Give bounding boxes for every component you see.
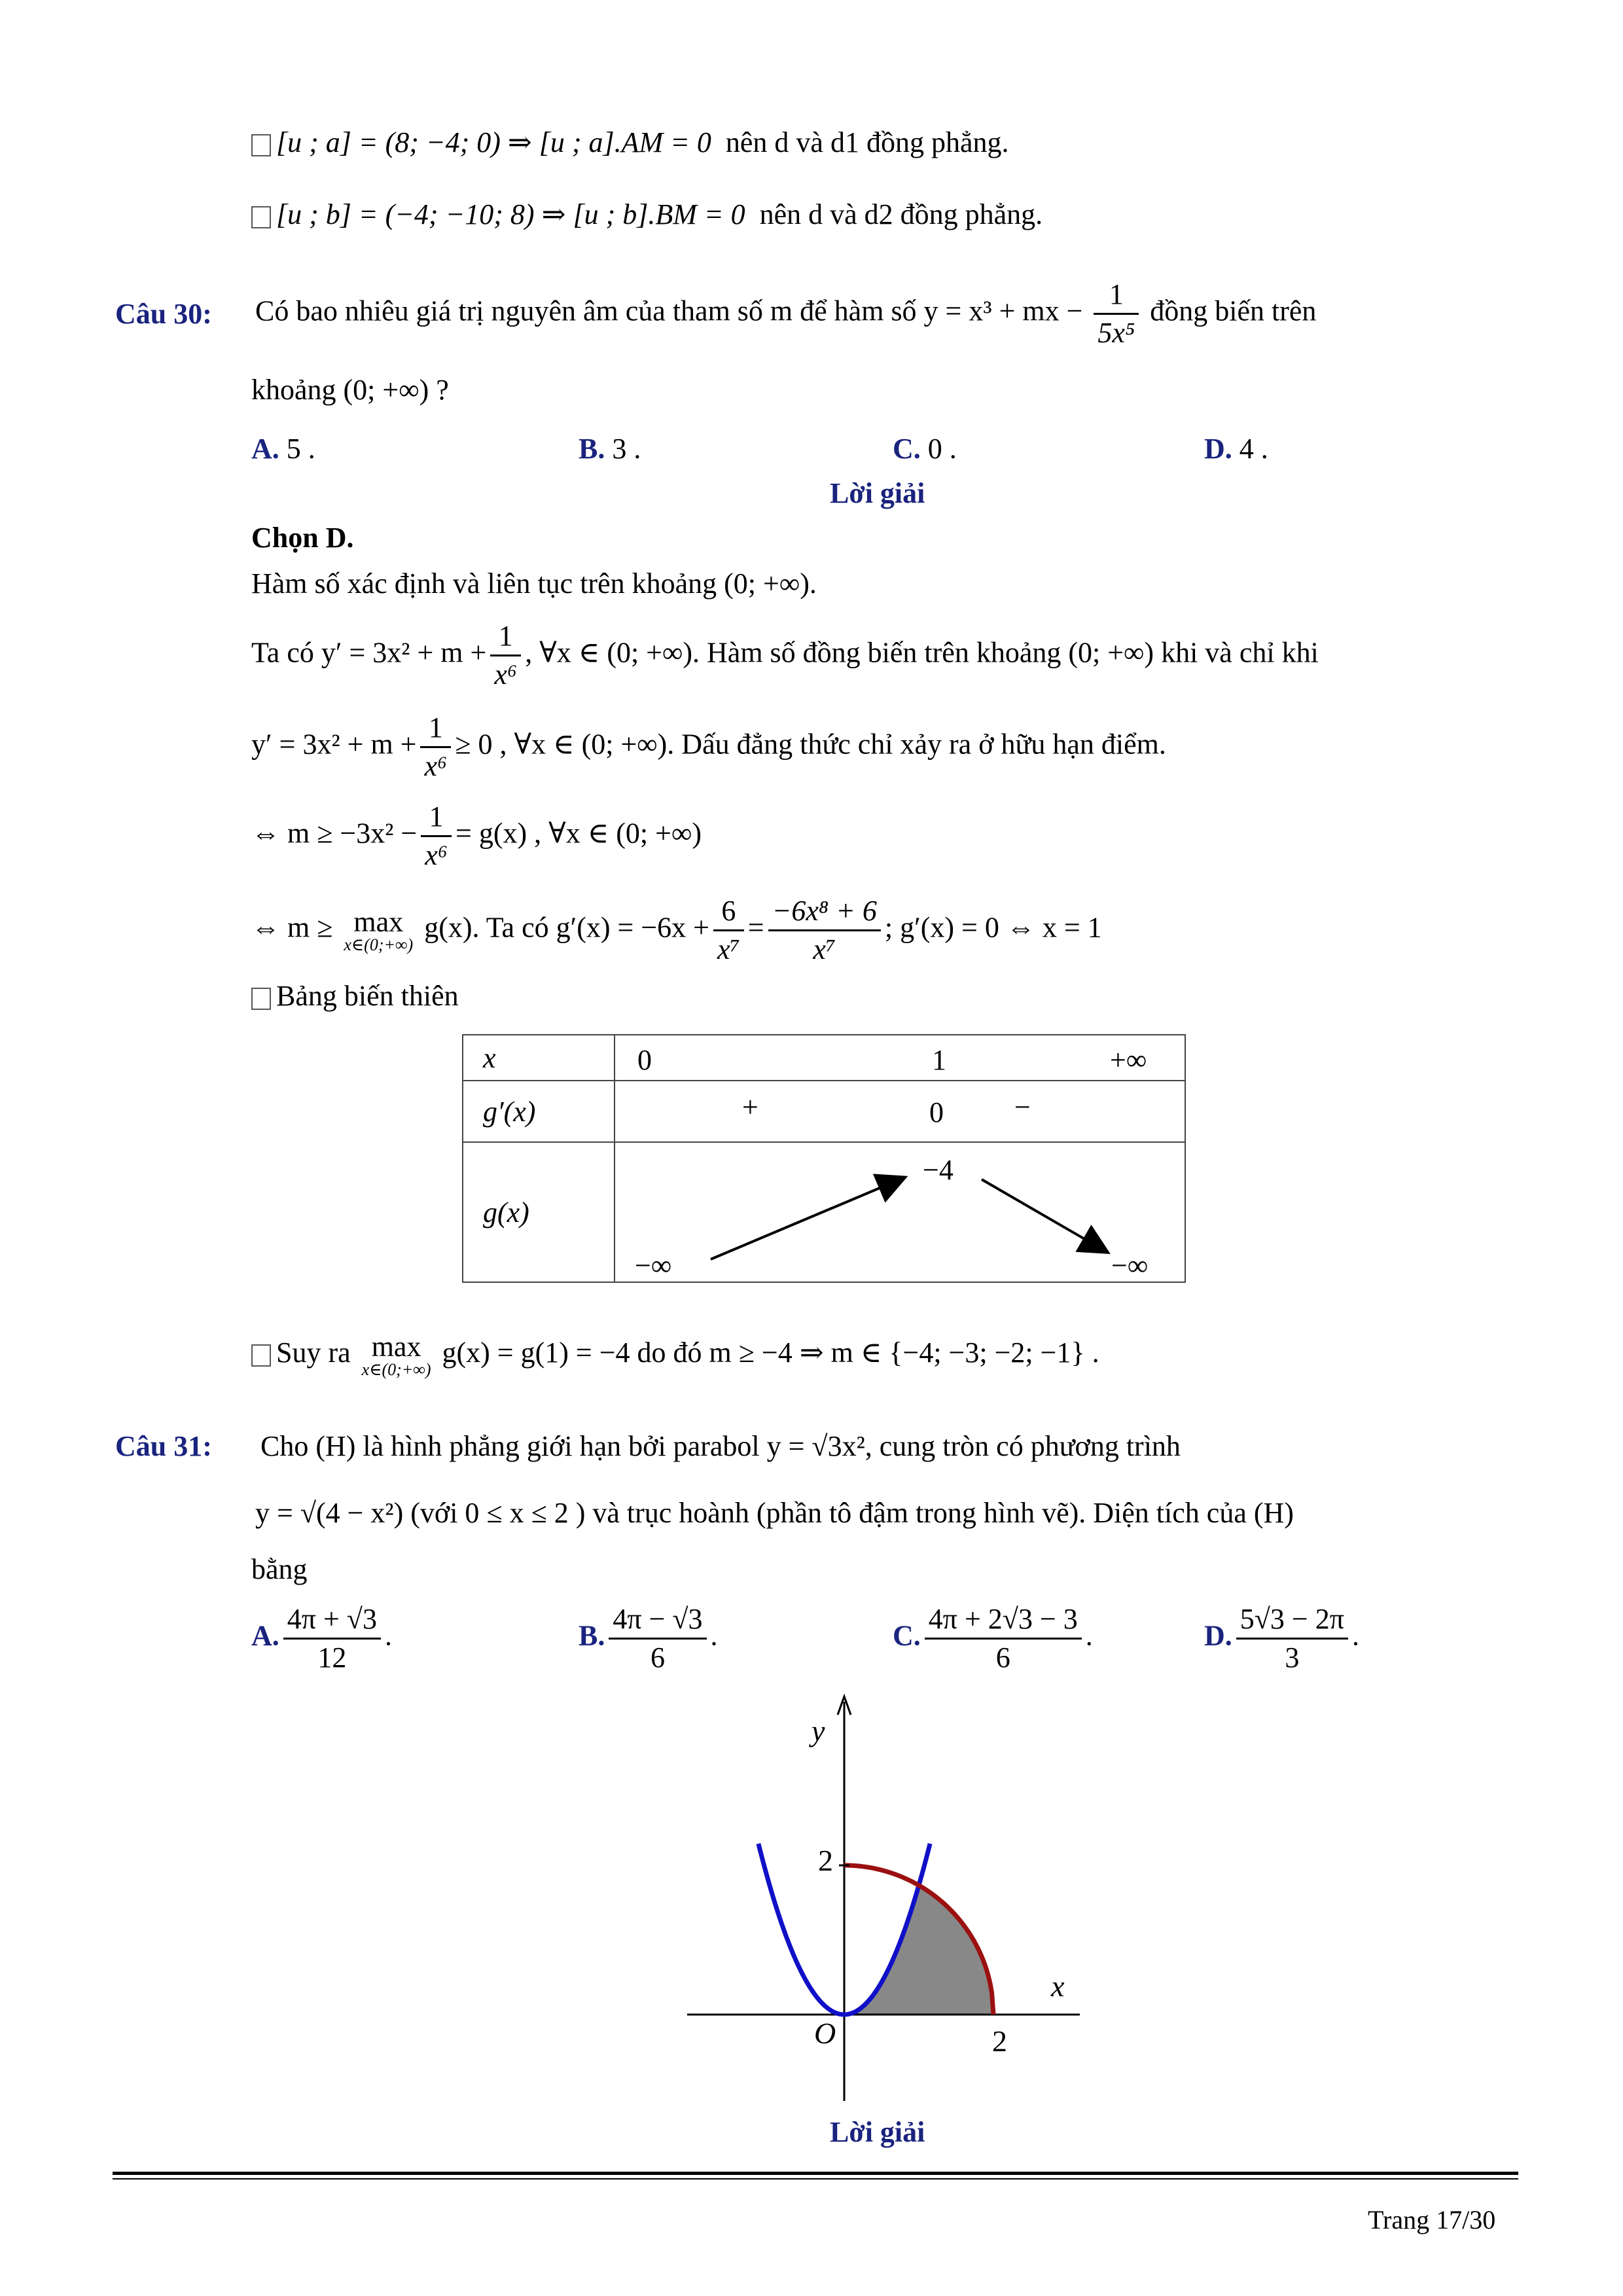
q31-label: Câu 31:: [115, 1430, 212, 1462]
bullet-box-icon: [251, 206, 271, 228]
q30-label: Câu 30:: [115, 298, 212, 330]
q30-bbt-title: Bảng biến thiên: [251, 982, 459, 1011]
footer-rule-thin: [113, 2178, 1518, 2179]
variation-table: [462, 1034, 1186, 1283]
vt-x-label: x: [463, 1035, 615, 1081]
prev-line-2: [u ; b] = (−4; −10; 8) ⇒ [u ; b].BM = 0 nên d và d2 đồng phẳng.: [251, 200, 1043, 229]
y-axis-label: y: [812, 1714, 825, 1748]
q30-option-b: B. 3 .: [579, 433, 641, 465]
shaded-region-h: [844, 1886, 993, 2015]
q30-option-a: A. 5 .: [251, 433, 315, 465]
vt-g-label: g(x): [463, 1142, 615, 1282]
q31-graph: [681, 1689, 1086, 2108]
x-tick-label: 2: [992, 2024, 1007, 2058]
q30-fraction: $\frac{1}{\text{5x⁵}}$: [1094, 280, 1139, 348]
q30-step-1: Hàm số xác định và liên tục trên khoảng (0; +∞).: [251, 567, 817, 600]
q30-stem-cont: khoảng (0; +∞) ?: [251, 374, 449, 406]
q30-conclusion: Suy ra max x∈(0;+∞) g(x) = g(1) = −4 do đó m ≥ −4 ⇒ m ∈ {−4; −3; −2; −1} .: [251, 1333, 1099, 1378]
q30-step-4: ⇔ m ≥ −3x² − $\frac{1}{\text{x⁶}}$ = g(x) , ∀x ∈ (0; +∞): [251, 800, 702, 871]
arrow-down-icon: [982, 1179, 1106, 1251]
q30-solution-title: Lời giải: [830, 477, 925, 509]
bullet-box-icon: [251, 134, 271, 156]
vt-gprime-values: + 0 −: [615, 1081, 1185, 1142]
q31-option-a: A. $\frac{4\pi + √3}{12}$ .: [251, 1603, 392, 1674]
q30-step-3: y′ = 3x² + m + $\frac{1}{\text{x⁶}}$ ≥ 0 , ∀x ∈ (0; +∞). Dấu đẳng thức chỉ xảy ra ở hữu hạn điểm.: [251, 711, 1166, 782]
prev-line-1: [u ; a] = (8; −4; 0) ⇒ [u ; a].AM = 0 nên d và d1 đồng phẳng.: [251, 128, 1008, 157]
bullet-box-icon: [251, 1344, 271, 1367]
q31-option-d: D. $\frac{5√3 - 2\pi}{3}$ .: [1204, 1603, 1359, 1674]
vt-gprime-label: g′(x): [463, 1081, 615, 1142]
q30-step-5: ⇔ m ≥ max x∈(0;+∞) g(x). Ta có g′(x) = −6x + $\frac{6}{\text{x⁷}}$ = $\frac{\text{−6x⁸ + 6}}{\text{x⁷}}$ ; g′(x) = 0 ⇔ x = 1: [251, 895, 1102, 965]
footer-rule: [113, 2172, 1518, 2175]
q31-line-2: y = √(4 − x²) (với 0 ≤ x ≤ 2 ) và trục hoành (phần tô đậm trong hình vẽ). Diện tích của (H): [255, 1497, 1294, 1529]
q30-option-d: D. 4 .: [1204, 433, 1268, 465]
bullet-box-icon: [251, 988, 271, 1010]
q31-line-1: Cho (H) là hình phẳng giới hạn bởi parabol y = √3x², cung tròn có phương trình: [260, 1430, 1181, 1462]
page-number: Trang 17/30: [1368, 2205, 1496, 2234]
origin-label: O: [814, 2017, 836, 2050]
y-tick-label: 2: [818, 1844, 833, 1877]
q30-stem: Có bao nhiêu giá trị nguyên âm của tham số m để hàm số y = x³ + mx − $\frac{1}{\text{5x⁵}}$ đồng biến trên: [255, 278, 1317, 349]
q31-option-c: C. $\frac{4\pi + 2√3 - 3}{6}$ .: [893, 1603, 1093, 1674]
vt-g-values: −4 −∞ −∞: [615, 1142, 1185, 1282]
q30-chosen: Chọn D.: [251, 522, 354, 554]
q31-line-3: bằng: [251, 1553, 308, 1585]
q30-step-2: Ta có y′ = 3x² + m + $\frac{1}{\text{x⁶}}$ , ∀x ∈ (0; +∞). Hàm số đồng biến trên khoảng (0; +∞) khi và chỉ khi: [251, 620, 1319, 691]
q31-solution-title: Lời giải: [830, 2116, 925, 2148]
vt-arrows: [615, 1143, 1185, 1283]
arrow-up-icon: [711, 1178, 903, 1259]
q30-option-c: C. 0 .: [893, 433, 957, 465]
vt-x-values: 0 1 +∞: [615, 1035, 1185, 1081]
q31-option-b: B. $\frac{4\pi - √3}{6}$ .: [579, 1603, 718, 1674]
x-axis-label: x: [1051, 1969, 1065, 2003]
